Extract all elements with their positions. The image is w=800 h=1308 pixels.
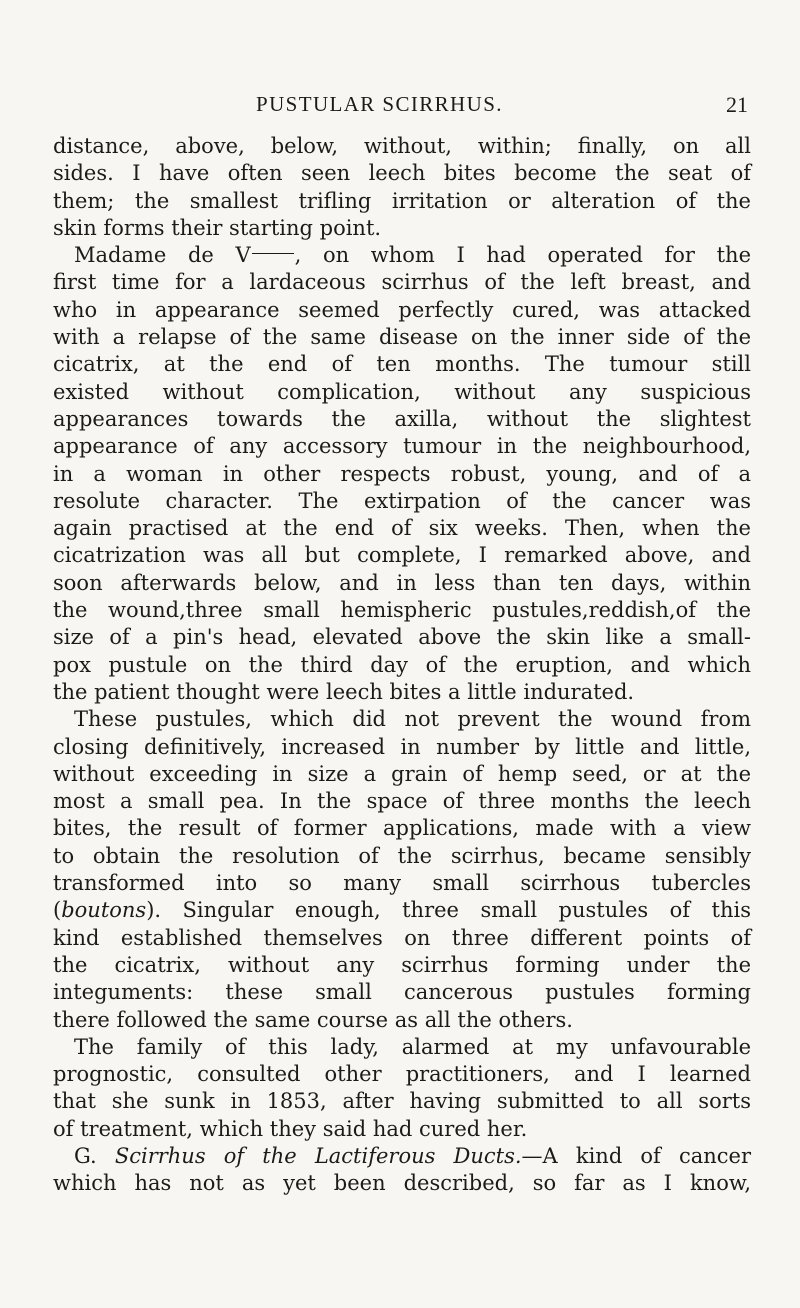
text-line: appearances towards the axilla, without the slightest bbox=[53, 406, 751, 431]
text-line: of treatment, which they said had cured her. bbox=[53, 1116, 528, 1141]
text-line: integuments: these small cancerous pustules forming bbox=[53, 980, 751, 1005]
text-line bbox=[53, 242, 751, 269]
running-title: PUSTULAR SCIRRHUS. bbox=[256, 92, 503, 116]
body-text bbox=[53, 133, 751, 1198]
text-line: sides. I have often seen leech bites become the seat of bbox=[53, 161, 751, 186]
text-line bbox=[53, 897, 751, 924]
section-title: Scirrhus of the Lactiferous Ducts. bbox=[114, 1143, 522, 1168]
text-line: cicatrix, at the end of ten months. The tumour still bbox=[53, 352, 751, 377]
text-line: pox pustule on the third day of the eruption, and which bbox=[53, 652, 751, 677]
text-line: with a relapse of the same disease on the inner side of the bbox=[53, 325, 751, 350]
text-span: ). Singular enough, three small pustules of this bbox=[146, 898, 751, 923]
text-line: bites, the result of former applications, made with a view bbox=[53, 816, 751, 841]
text-line: soon afterwards below, and in less than ten days, within bbox=[53, 570, 751, 595]
text-line: skin forms their starting point. bbox=[53, 215, 382, 240]
text-line: there followed the same course as all the others. bbox=[53, 1007, 573, 1032]
text-line: prognostic, consulted other practitioners, and I learned bbox=[53, 1062, 751, 1087]
text-line: without exceeding in size a grain of hemp seed, or at the bbox=[53, 761, 751, 786]
text-line: These pustules, which did not prevent the wound from bbox=[74, 707, 751, 732]
text-line: the wound,three small hemispheric pustules,reddish,of the bbox=[53, 598, 751, 623]
text-span: —A kind of cancer bbox=[521, 1143, 751, 1168]
text-line: The family of this lady, alarmed at my unfavourable bbox=[74, 1034, 751, 1059]
text-line: appearance of any accessory tumour in the neighbourhood, bbox=[53, 434, 751, 459]
text-line: that she sunk in 1853, after having submitted to all sorts bbox=[53, 1089, 751, 1114]
section-letter: G. bbox=[74, 1143, 115, 1168]
text-line: first time for a lardaceous scirrhus of the left breast, and bbox=[53, 270, 751, 295]
text-line: them; the smallest trifling irritation or alteration of the bbox=[53, 188, 751, 213]
text-line: size of a pin's head, elevated above the skin like a small- bbox=[53, 625, 751, 650]
text-line: resolute character. The extirpation of the cancer was bbox=[53, 488, 751, 513]
name-dash bbox=[252, 253, 294, 254]
text-line: in a woman in other respects robust, young, and of a bbox=[53, 461, 751, 486]
text-line: kind established themselves on three different points of bbox=[53, 925, 751, 950]
text-line: distance, above, below, without, within; finally, on all bbox=[53, 134, 751, 158]
text-line: closing definitively, increased in number by little and little, bbox=[53, 734, 751, 759]
text-line: cicatrization was all but complete, I remarked above, and bbox=[53, 543, 751, 568]
section-heading-line bbox=[53, 1143, 751, 1170]
text-line: most a small pea. In the space of three months the leech bbox=[53, 789, 751, 814]
text-line: the cicatrix, without any scirrhus forming under the bbox=[53, 952, 751, 977]
page-number: 21 bbox=[726, 92, 748, 117]
text-line: which has not as yet been described, so far as I know, bbox=[53, 1171, 751, 1196]
text-line: the patient thought were leech bites a little indurated. bbox=[53, 679, 635, 704]
running-head bbox=[240, 92, 748, 122]
text-line: again practised at the end of six weeks. Then, when the bbox=[53, 516, 751, 541]
text-line: who in appearance seemed perfectly cured, was attacked bbox=[53, 297, 751, 322]
italic-term: boutons bbox=[61, 898, 147, 923]
text-span: ( bbox=[53, 898, 62, 923]
text-line: existed without complication, without any suspicious bbox=[53, 379, 751, 404]
text-line: transformed into so many small scirrhous tubercles bbox=[53, 871, 751, 896]
text-span: , on whom I had operated for the bbox=[294, 243, 751, 268]
text-span: Madame de V bbox=[74, 243, 251, 268]
text-line: to obtain the resolution of the scirrhus, became sensibly bbox=[53, 843, 751, 868]
